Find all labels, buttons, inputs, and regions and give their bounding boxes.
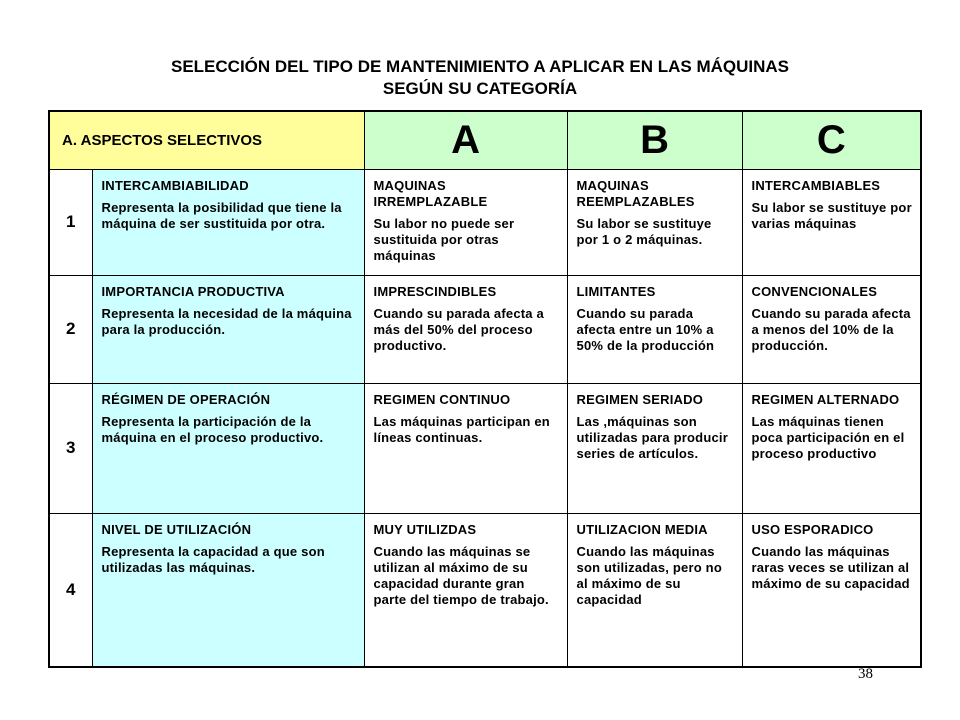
category-c-cell (742, 513, 921, 667)
aspect-description: Representa la posibilidad que tiene la máquina de ser sustituida por otra. (101, 199, 342, 231)
category-description: Su labor no puede ser sustituida por otras máquinas (373, 215, 515, 263)
page-title (0, 56, 960, 100)
category-description: Su labor se sustituye por varias máquinas (751, 199, 912, 231)
column-header-b: B (567, 111, 742, 169)
category-title: IMPRESCINDIBLES (373, 283, 497, 299)
aspects-header: A. ASPECTOS SELECTIVOS (49, 111, 364, 169)
category-description: Cuando las máquinas raras veces se utilizan al máximo de su capacidad (751, 543, 910, 591)
aspect-title: INTERCAMBIABILIDAD (101, 177, 249, 193)
category-title: REGIMEN ALTERNADO (751, 391, 900, 407)
category-title: REGIMEN CONTINUO (373, 391, 511, 407)
title-line-2: SEGÚN SU CATEGORÍA (382, 79, 578, 98)
aspect-cell (92, 169, 364, 275)
category-title: MAQUINAS IRREMPLAZABLE (373, 177, 488, 209)
category-c-cell (742, 383, 921, 513)
category-title: LIMITANTES (576, 283, 656, 299)
aspect-description: Representa la capacidad a que son utilizadas las máquinas. (101, 543, 325, 575)
category-title: USO ESPORADICO (751, 521, 874, 537)
category-a-cell (364, 383, 567, 513)
row-number: 3 (49, 383, 92, 513)
category-title: CONVENCIONALES (751, 283, 878, 299)
aspect-cell (92, 383, 364, 513)
maintenance-selection-table (48, 110, 922, 668)
category-description: Su labor se sustituye por 1 o 2 máquinas. (576, 215, 712, 247)
table-row (49, 275, 921, 383)
table-row (49, 513, 921, 667)
category-a-cell (364, 169, 567, 275)
aspect-title: NIVEL DE UTILIZACIÓN (101, 521, 252, 537)
category-title: MAQUINAS REEMPLAZABLES (576, 177, 695, 209)
category-a-cell (364, 275, 567, 383)
aspect-description: Representa la necesidad de la máquina para la producción. (101, 305, 352, 337)
category-title: REGIMEN SERIADO (576, 391, 704, 407)
table-row (49, 169, 921, 275)
column-header-a: A (364, 111, 567, 169)
title-line-1: SELECCIÓN DEL TIPO DE MANTENIMIENTO A APLICAR EN LAS MÁQUINAS (170, 57, 789, 76)
category-a-cell (364, 513, 567, 667)
aspect-title: RÉGIMEN DE OPERACIÓN (101, 391, 271, 407)
aspect-description: Representa la participación de la máquina en el proceso productivo. (101, 413, 324, 445)
category-title: MUY UTILIZDAS (373, 521, 477, 537)
category-b-cell (567, 169, 742, 275)
category-c-cell (742, 275, 921, 383)
category-c-cell (742, 169, 921, 275)
category-description: Cuando su parada afecta a menos del 10% de la producción. (751, 305, 911, 353)
page-number: 38 (858, 666, 873, 682)
category-description: Las máquinas participan en líneas continuas. (373, 413, 550, 445)
category-title: UTILIZACION MEDIA (576, 521, 708, 537)
row-number: 2 (49, 275, 92, 383)
category-b-cell (567, 383, 742, 513)
row-number: 1 (49, 169, 92, 275)
category-description: Cuando su parada afecta a más del 50% del proceso productivo. (373, 305, 544, 353)
column-header-c: C (742, 111, 921, 169)
category-description: Cuando su parada afecta entre un 10% a 50% de la producción (576, 305, 715, 353)
category-b-cell (567, 275, 742, 383)
header-row (49, 111, 921, 169)
row-number: 4 (49, 513, 92, 667)
category-description: Las ,máquinas son utilizadas para producir series de artículos. (576, 413, 728, 461)
aspect-cell (92, 513, 364, 667)
table-row (49, 383, 921, 513)
category-description: Cuando las máquinas son utilizadas, pero no al máximo de su capacidad (576, 543, 722, 607)
category-b-cell (567, 513, 742, 667)
category-title: INTERCAMBIABLES (751, 177, 881, 193)
aspect-title: IMPORTANCIA PRODUCTIVA (101, 283, 285, 299)
category-description: Las máquinas tienen poca participación en el proceso productivo (751, 413, 905, 461)
category-description: Cuando las máquinas se utilizan al máximo de su capacidad durante gran parte del tiempo de trabajo. (373, 543, 549, 607)
aspect-cell (92, 275, 364, 383)
